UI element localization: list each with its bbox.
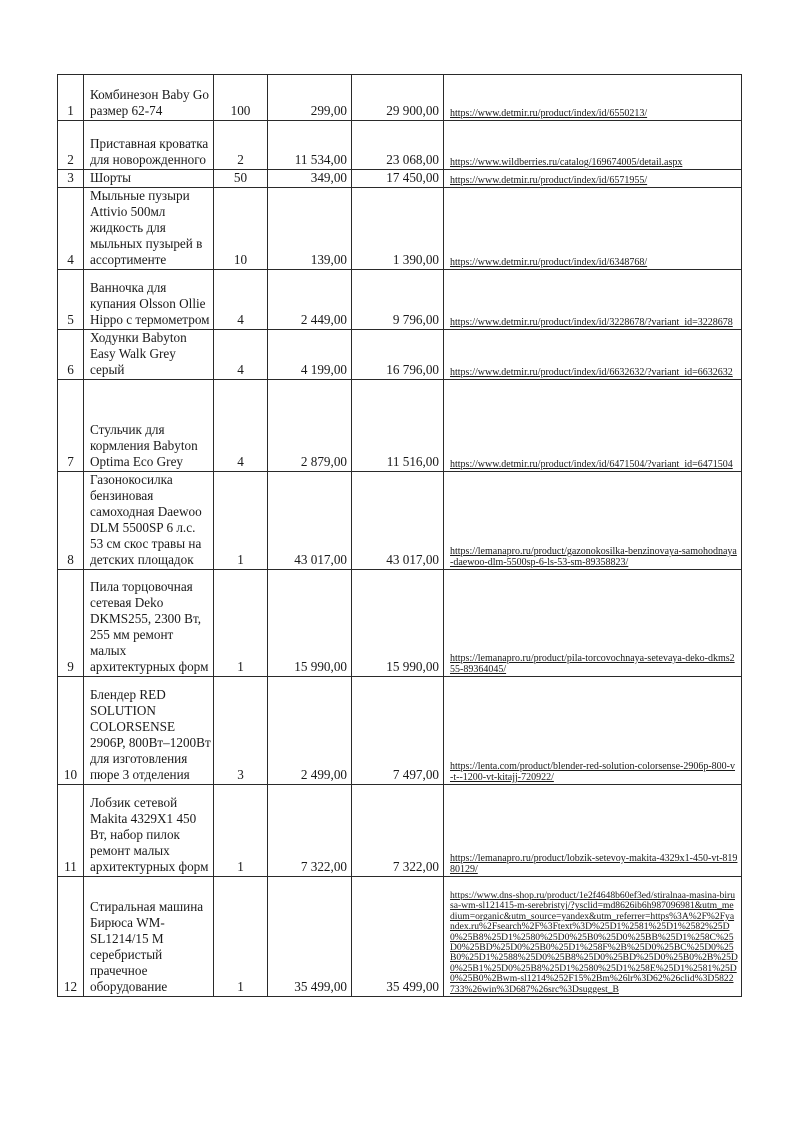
row-number: 11 <box>58 785 84 877</box>
item-quantity: 1 <box>214 785 268 877</box>
row-number: 9 <box>58 570 84 677</box>
item-name: Ванночка для купания Olsson Ollie Hippo с термометром <box>84 270 214 330</box>
table-row <box>58 330 742 380</box>
item-link[interactable]: https://www.dns-shop.ru/product/1e2f4648b60ef3ed/stiralnaa-masina-birusa-wm-sl121415-m-serebristyj/?ysclid=md8626ib6h987096981&utm_medium=organic&utm_source=yandex&utm_referrer=https%3A%2F%2Fyandex.ru%2Fsearch%2F%3Ftext%3D%25D1%2581%25D1%2582%25D0%25B8%25D1%2580%25D0%25B0%25D0%25BB%25D1%258C%25D0%25BD%25D0%25B0%25D1%258F%2B%25D0%25BC%25D0%25B0%25D1%2588%25D0%25B8%25D0%25BD%25D0%25B0%2B%25D0%25B1%25D0%25B8%25D1%2580%25D1%258E%25D1%2581%25D0%25B0%2Bwm-sl1214%252F15%2Bm%26lr%3D62%26clid%3D5822733%26win%3D687%26src%3Dsuggest_B <box>444 877 742 997</box>
item-total: 7 322,00 <box>352 785 444 877</box>
row-number: 10 <box>58 677 84 785</box>
item-price: 299,00 <box>268 75 352 121</box>
row-number: 6 <box>58 330 84 380</box>
row-number: 2 <box>58 121 84 170</box>
item-quantity: 50 <box>214 170 268 188</box>
item-total: 17 450,00 <box>352 170 444 188</box>
item-total: 1 390,00 <box>352 188 444 270</box>
item-name: Пила торцовочная сетевая Deko DKMS255, 2300 Вт, 255 мм ремонт малых архитектурных форм <box>84 570 214 677</box>
item-price: 2 879,00 <box>268 380 352 472</box>
row-number: 5 <box>58 270 84 330</box>
item-name: Стульчик для кормления Babyton Optima Eco Grey <box>84 380 214 472</box>
item-price: 7 322,00 <box>268 785 352 877</box>
item-total: 7 497,00 <box>352 677 444 785</box>
item-price: 43 017,00 <box>268 472 352 570</box>
row-number: 12 <box>58 877 84 997</box>
item-link[interactable]: https://lemanapro.ru/product/lobzik-setevoy-makita-4329x1-450-vt-81980129/ <box>444 785 742 877</box>
item-link[interactable]: https://lemanapro.ru/product/gazonokosilka-benzinovaya-samohodnaya-daewoo-dlm-5500sp-6-ls-53-sm-89358823/ <box>444 472 742 570</box>
item-quantity: 3 <box>214 677 268 785</box>
item-total: 23 068,00 <box>352 121 444 170</box>
item-quantity: 4 <box>214 380 268 472</box>
item-price: 4 199,00 <box>268 330 352 380</box>
item-name: Ходунки Babyton Easy Walk Grey серый <box>84 330 214 380</box>
table-row <box>58 270 742 330</box>
item-total: 29 900,00 <box>352 75 444 121</box>
table-row <box>58 75 742 121</box>
item-name: Блендер RED SOLUTION COLORSENSE 2906P, 800Вт–1200Вт для изготовления пюре 3 отделения <box>84 677 214 785</box>
table-row <box>58 170 742 188</box>
row-number: 3 <box>58 170 84 188</box>
item-quantity: 2 <box>214 121 268 170</box>
item-name: Мыльные пузыри Attivio 500мл жидкость для мыльных пузырей в ассортименте <box>84 188 214 270</box>
item-price: 35 499,00 <box>268 877 352 997</box>
table-row <box>58 380 742 472</box>
item-link[interactable]: https://www.detmir.ru/product/index/id/6550213/ <box>444 75 742 121</box>
item-total: 9 796,00 <box>352 270 444 330</box>
table-row <box>58 188 742 270</box>
item-price: 2 449,00 <box>268 270 352 330</box>
item-total: 11 516,00 <box>352 380 444 472</box>
price-table <box>57 74 742 997</box>
item-link[interactable]: https://www.detmir.ru/product/index/id/3228678/?variant_id=3228678 <box>444 270 742 330</box>
table-row <box>58 472 742 570</box>
item-name: Приставная кроватка для новорожденного <box>84 121 214 170</box>
item-total: 35 499,00 <box>352 877 444 997</box>
table-row <box>58 785 742 877</box>
item-total: 15 990,00 <box>352 570 444 677</box>
item-quantity: 100 <box>214 75 268 121</box>
table-row <box>58 570 742 677</box>
item-link[interactable]: https://www.detmir.ru/product/index/id/6471504/?variant_id=6471504 <box>444 380 742 472</box>
item-link[interactable]: https://lenta.com/product/blender-red-solution-colorsense-2906p-800-v-t--1200-vt-kitajj-720922/ <box>444 677 742 785</box>
row-number: 4 <box>58 188 84 270</box>
item-total: 43 017,00 <box>352 472 444 570</box>
item-quantity: 1 <box>214 877 268 997</box>
item-name: Шорты <box>84 170 214 188</box>
item-total: 16 796,00 <box>352 330 444 380</box>
item-link[interactable]: https://lemanapro.ru/product/pila-torcovochnaya-setevaya-deko-dkms255-89364045/ <box>444 570 742 677</box>
item-name: Газонокосилка бензиновая самоходная Daewoo DLM 5500SP 6 л.с. 53 см скос травы на детских площадок <box>84 472 214 570</box>
row-number: 8 <box>58 472 84 570</box>
item-quantity: 10 <box>214 188 268 270</box>
item-quantity: 4 <box>214 270 268 330</box>
item-quantity: 1 <box>214 570 268 677</box>
item-link[interactable]: https://www.detmir.ru/product/index/id/6571955/ <box>444 170 742 188</box>
item-quantity: 1 <box>214 472 268 570</box>
item-link[interactable]: https://www.detmir.ru/product/index/id/6632632/?variant_id=6632632 <box>444 330 742 380</box>
item-price: 15 990,00 <box>268 570 352 677</box>
item-name: Комбинезон Baby Go размер 62-74 <box>84 75 214 121</box>
item-link[interactable]: https://www.detmir.ru/product/index/id/6348768/ <box>444 188 742 270</box>
table-row <box>58 677 742 785</box>
item-link[interactable]: https://www.wildberries.ru/catalog/169674005/detail.aspx <box>444 121 742 170</box>
item-quantity: 4 <box>214 330 268 380</box>
item-name: Лобзик сетевой Makita 4329X1 450 Вт, набор пилок ремонт малых архитектурных форм <box>84 785 214 877</box>
row-number: 7 <box>58 380 84 472</box>
item-price: 2 499,00 <box>268 677 352 785</box>
table-row <box>58 121 742 170</box>
row-number: 1 <box>58 75 84 121</box>
item-price: 139,00 <box>268 188 352 270</box>
item-name: Стиральная машина Бирюса WM-SL1214/15 M серебристый прачечное оборудование <box>84 877 214 997</box>
table-row <box>58 877 742 997</box>
item-price: 349,00 <box>268 170 352 188</box>
item-price: 11 534,00 <box>268 121 352 170</box>
